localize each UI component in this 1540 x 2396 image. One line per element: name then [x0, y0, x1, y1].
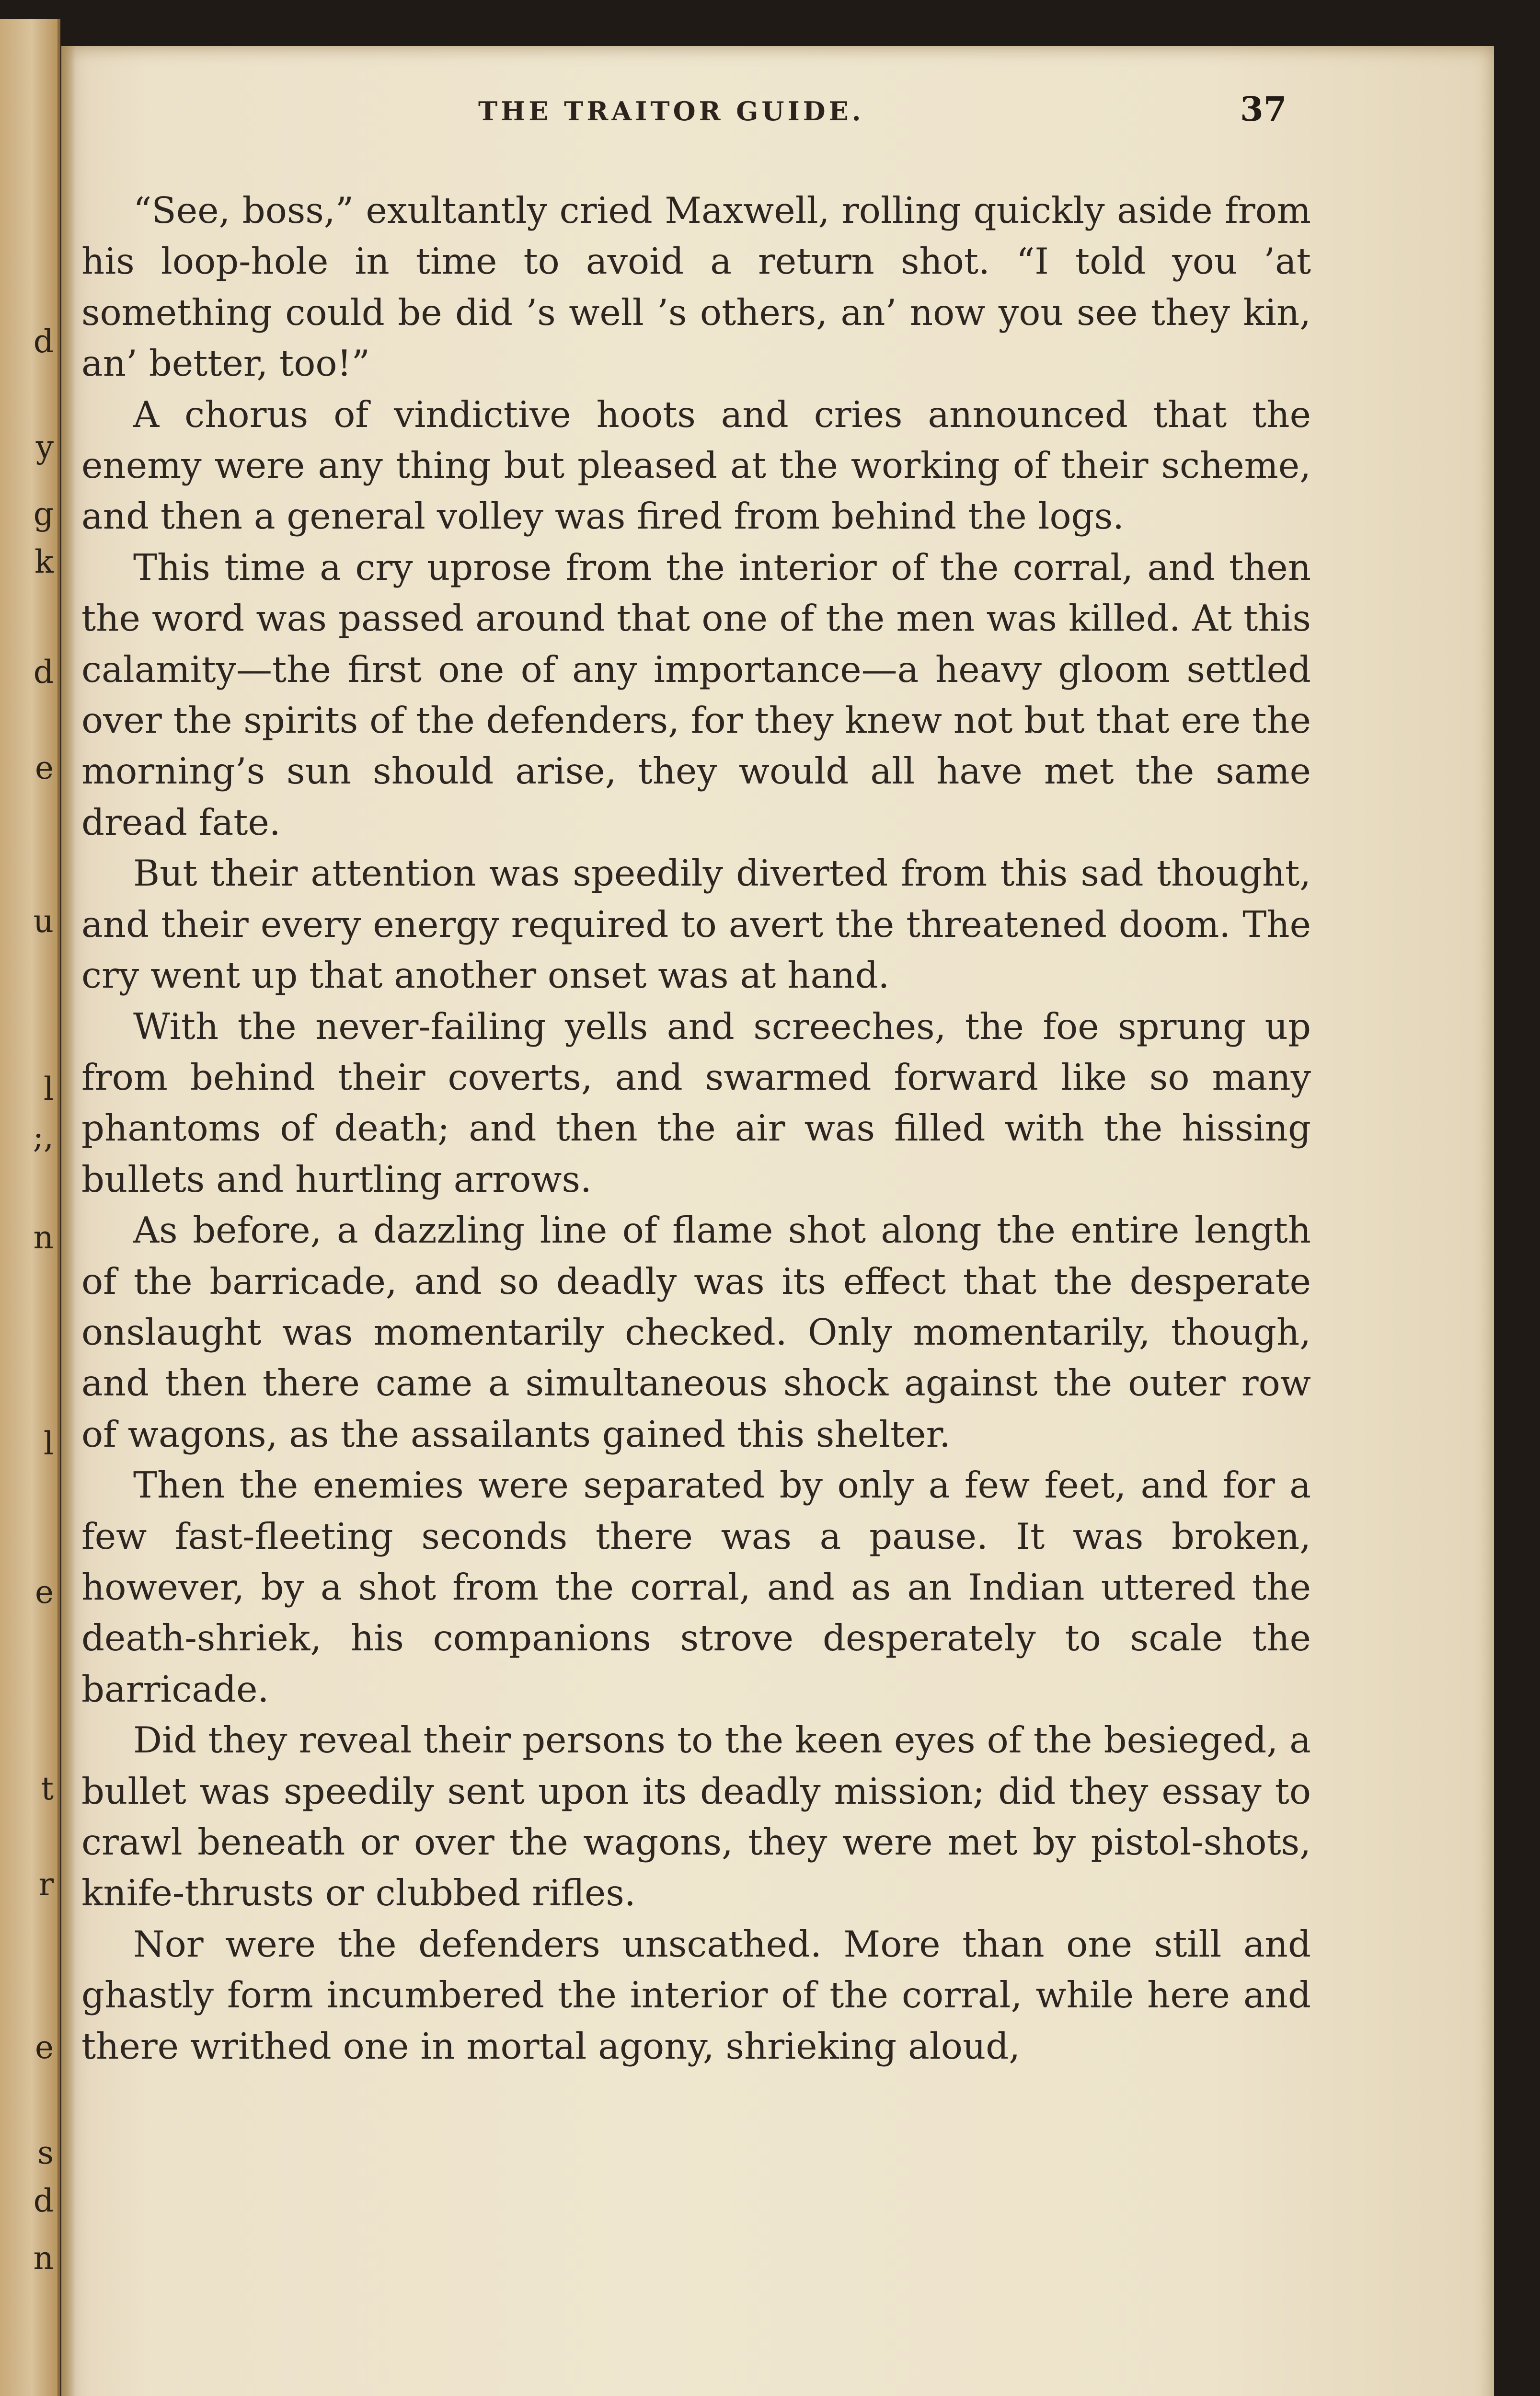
margin-fragment: t — [41, 1770, 54, 1807]
running-header — [61, 89, 1494, 139]
body-text — [81, 185, 1311, 2072]
margin-fragment: r — [38, 1866, 54, 1903]
margin-fragment: g — [33, 495, 54, 532]
paragraph: But their attention was speedily diverted from this sad thought, and their every energy required to avert the threatened doom. The cry went up that another onset was at hand. — [81, 852, 1311, 997]
page-number: 37 — [1240, 89, 1287, 129]
margin-fragment: l — [43, 1425, 54, 1462]
margin-fragment: l — [43, 1071, 54, 1107]
margin-fragment: e — [34, 2029, 54, 2066]
paragraph: Nor were the defenders unscathed. More than one still and ghastly form incumbered the interior of the corral, while here and there writhed one in mortal agony, shrieking aloud, — [81, 1923, 1311, 2067]
margin-fragment: y — [35, 428, 54, 465]
facing-page-edge — [0, 19, 60, 2396]
margin-fragment: d — [33, 654, 54, 691]
paragraph: A chorus of vindictive hoots and cries announced that the enemy were any thing but pleased at the working of their scheme, and then a general volley was fired from behind the logs. — [81, 393, 1311, 538]
margin-fragment: ;, — [33, 1118, 54, 1155]
margin-fragment: s — [37, 2134, 54, 2171]
paragraph: With the never-failing yells and screeches, the foe sprung up from behind their coverts, and swarmed forward like so many phantoms of death; and then the air was filled with the hissing bullets and hurtling arrows. — [81, 1005, 1311, 1200]
paragraph: Did they reveal their persons to the keen eyes of the besieged, a bullet was speedily sent upon its deadly mission; did they essay to crawl beneath or over the wagons, they were met by pistol-shots, knife-thrusts or clubbed rifles. — [81, 1719, 1311, 1914]
margin-fragment: n — [33, 2240, 54, 2277]
running-title: THE TRAITOR GUIDE. — [478, 96, 864, 127]
margin-fragment: u — [33, 903, 54, 940]
paragraph: As before, a dazzling line of flame shot along the entire length of the barricade, and so deadly was its effect that the desperate onslaught was momentarily checked. Only momentarily, though, and then there came a simultaneous shock against the outer row of wagons, as the assailants gained this shelter. — [81, 1209, 1311, 1455]
margin-fragment: e — [34, 749, 54, 786]
book-page — [61, 46, 1494, 2396]
margin-fragment: d — [33, 323, 54, 360]
margin-fragment: d — [33, 2182, 54, 2219]
margin-fragment: n — [33, 1219, 54, 1256]
paragraph: This time a cry uprose from the interior of the corral, and then the word was passed around that one of the men was killed. At this calamity—the first one of any importance—a heavy gloom settled over the spirits of the defenders, for they knew not but that ere the morning’s sun should arise, they would all have met the same dread fate. — [81, 546, 1311, 843]
page-gutter-shadow — [61, 46, 76, 2396]
margin-fragment: k — [34, 543, 54, 580]
paragraph: “See, boss,” exultantly cried Maxwell, rolling quickly aside from his loop-hole in time to avoid a return shot. “I told you ’at something could be did ’s well ’s others, an’ now you see they kin, an’ better, too!” — [81, 189, 1311, 385]
paragraph: Then the enemies were separated by only a few feet, and for a few fast-fleeting seconds there was a pause. It was broken, however, by a shot from the corral, and as an Indian uttered the death-shriek, his companions strove desperately to scale the barricade. — [81, 1464, 1311, 1710]
margin-fragment: e — [34, 1574, 54, 1611]
